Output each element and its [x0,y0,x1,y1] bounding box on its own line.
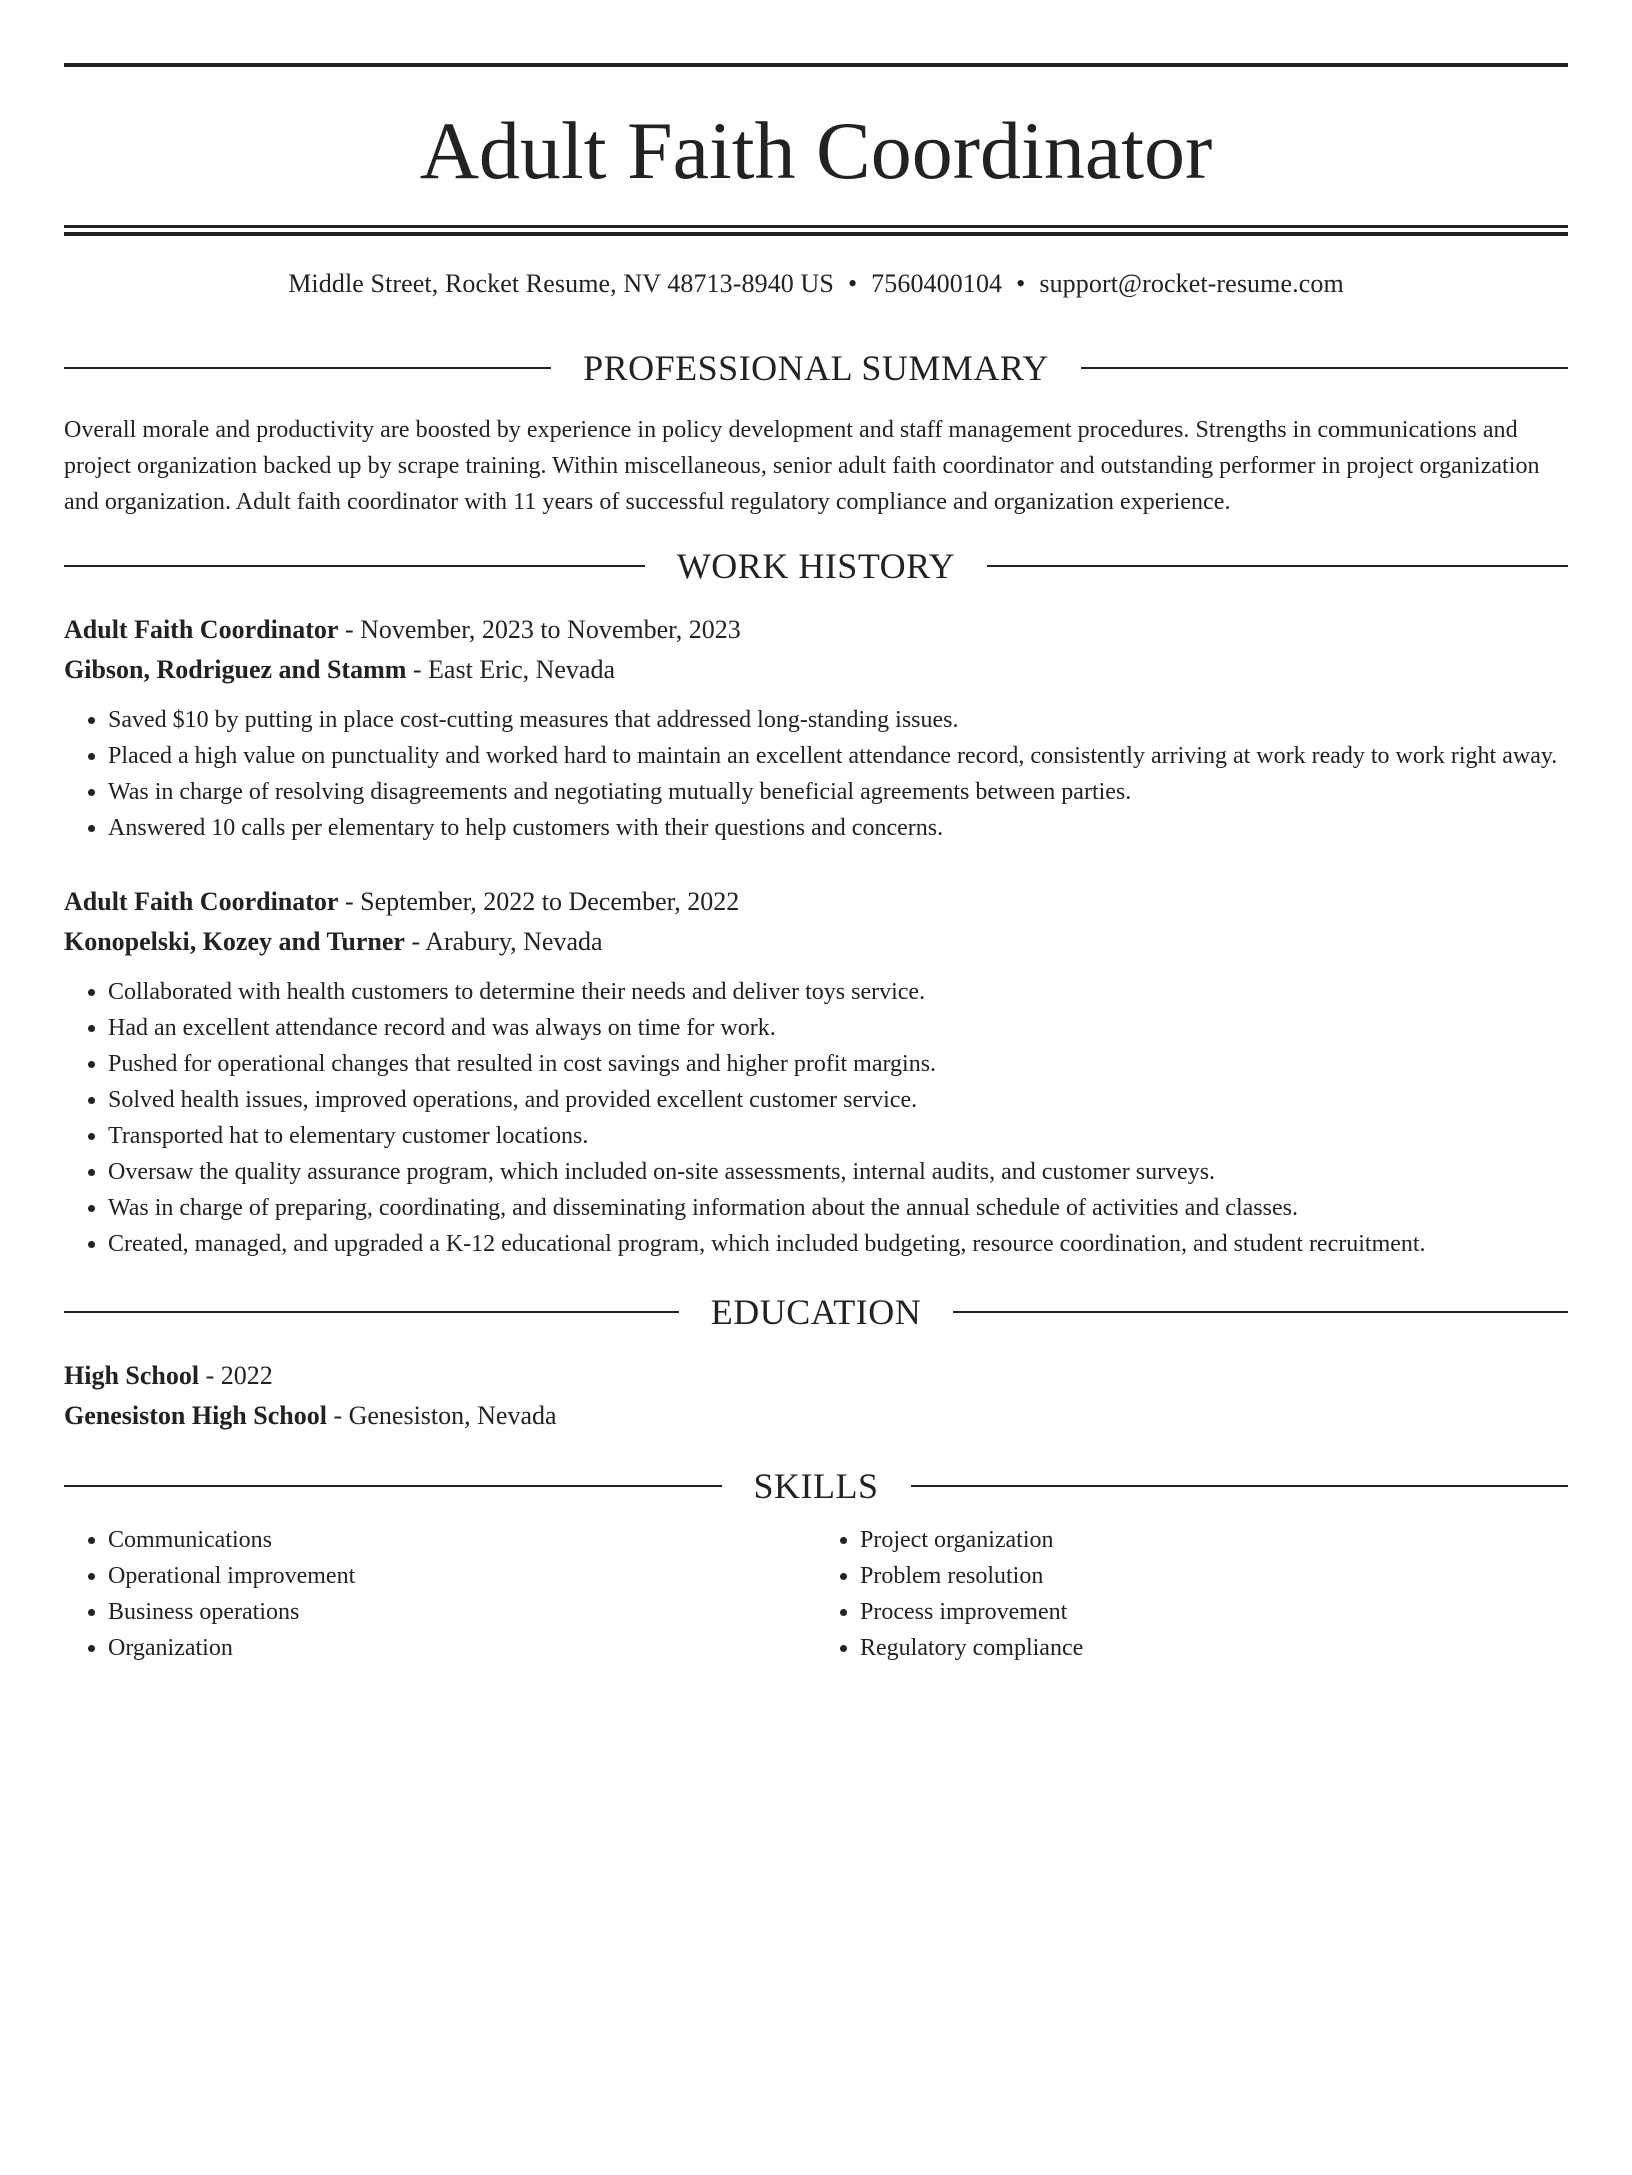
skill-item: • Organization [108,1630,816,1666]
section-title: WORK HISTORY [676,546,956,586]
contact-separator: • [1016,269,1026,298]
summary-text: Overall morale and productivity are boosted by experience in policy development and staff management procedures. Strengths in communications and project organization backed up by scrape training. Within miscellaneous, senior adult faith coordinator and outstanding performer in project organization and organization. Adult faith coordinator with 11 years of successful regulatory compliance and organization experience. [64,417,1540,515]
job-company-line [64,650,1568,690]
job-bullets [64,974,1568,1262]
section-heading-skills [64,1464,1568,1508]
heading-rule [987,565,1568,567]
section-heading-work-history [64,544,1568,588]
job-title-line [64,610,1568,650]
list-item: • Pushed for operational changes that resulted in cost savings and higher profit margins. [108,1046,1568,1082]
skill-item: • Regulatory compliance [860,1630,1568,1666]
job-location: - East Eric, Nevada [406,655,616,684]
heading-rule [64,1311,679,1313]
job-company: Konopelski, Kozey and Turner [64,927,405,956]
contact-separator: • [847,269,858,298]
job-dates: - November, 2023 to November, 2023 [338,615,741,644]
list-item: • Collaborated with health customers to determine their needs and deliver toys service. [108,974,1568,1010]
job-title: Adult Faith Coordinator [64,615,339,644]
education-school: Genesiston High School [64,1401,327,1430]
heading-rule [64,367,551,369]
list-item: • Was in charge of preparing, coordinating, and disseminating information about the annual schedule of activities and classes. [108,1190,1568,1226]
skills-column-left [64,1522,816,1666]
list-item: • Had an excellent attendance record and was always on time for work. [108,1010,1568,1046]
skills-column-right [816,1522,1568,1666]
job-title: Adult Faith Coordinator [64,887,339,916]
skill-item: • Process improvement [860,1594,1568,1630]
list-item: • Placed a high value on punctuality and worked hard to maintain an excellent attendance record, consistently arriving at work ready to work right away. [108,738,1568,774]
resume-page [0,63,1632,2175]
skill-item: • Operational improvement [108,1558,816,1594]
skill-item: • Project organization [860,1522,1568,1558]
list-item: • Saved $10 by putting in place cost-cutting measures that addressed long-standing issues. [108,702,1568,738]
list-item: • Oversaw the quality assurance program, which included on-site assessments, internal audits, and customer surveys. [108,1154,1568,1190]
contact-email: support@rocket-resume.com [1039,269,1344,298]
job-entry [64,610,1568,846]
contact-phone: 7560400104 [871,269,1003,298]
education-school-line [64,1396,1568,1436]
job-location: - Arabury, Nevada [404,927,603,956]
list-item: • Answered 10 calls per elementary to help customers with their questions and concerns. [108,810,1568,846]
education-year: - 2022 [199,1361,273,1390]
education-degree: High School [64,1361,200,1390]
section-heading-summary [64,346,1568,390]
section-heading-education [64,1290,1568,1334]
section-title: PROFESSIONAL SUMMARY [583,348,1049,388]
heading-rule [911,1485,1569,1487]
job-dates: - September, 2022 to December, 2022 [338,887,740,916]
job-company: Gibson, Rodriguez and Stamm [64,655,407,684]
resume-name: Adult Faith Coordinator [419,105,1213,196]
skill-item: • Problem resolution [860,1558,1568,1594]
section-title: SKILLS [753,1466,879,1506]
education-location: - Genesiston, Nevada [326,1401,557,1430]
skill-item: • Business operations [108,1594,816,1630]
top-rule [64,63,1568,67]
list-item: • Transported hat to elementary customer locations. [108,1118,1568,1154]
education-degree-line [64,1356,1568,1396]
skill-item: • Communications [108,1522,816,1558]
job-bullets [64,702,1568,846]
list-item: • Solved health issues, improved operations, and provided excellent customer service. [108,1082,1568,1118]
education-entry [64,1356,1568,1436]
job-title-line [64,882,1568,922]
heading-rule [64,565,645,567]
heading-rule [64,1485,722,1487]
heading-rule [953,1311,1568,1313]
job-company-line [64,922,1568,962]
heading-rule [1081,367,1568,369]
contact-line [64,266,1568,302]
section-title: EDUCATION [710,1292,922,1332]
contact-address: Middle Street, Rocket Resume, NV 48713-8940 US [288,269,834,298]
list-item: • Was in charge of resolving disagreements and negotiating mutually beneficial agreements between parties. [108,774,1568,810]
double-rule [64,225,1568,236]
job-entry [64,882,1568,1262]
skills-grid [64,1522,1568,1666]
list-item: • Created, managed, and upgraded a K-12 educational program, which included budgeting, resource coordination, and student recruitment. [108,1226,1568,1262]
